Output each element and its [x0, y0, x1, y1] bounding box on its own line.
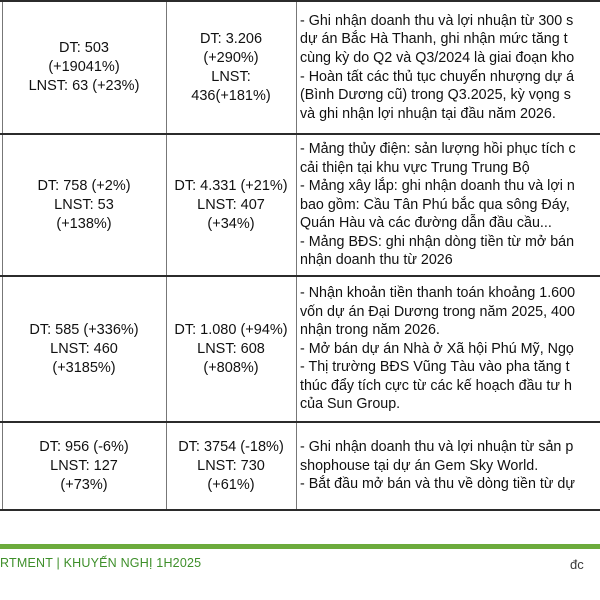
cell-line: 436(+181%)	[191, 87, 271, 104]
h1-result-cell	[2, 277, 166, 421]
commentary-line: - Hoàn tất các thủ tục chuyển nhượng dự á	[300, 68, 575, 85]
h1-result-cell	[2, 2, 166, 133]
commentary-line: nhận doanh thu từ 2026	[300, 252, 453, 269]
commentary-cell	[300, 2, 600, 133]
commentary-line: - Ghi nhận doanh thu và lợi nhuận từ sản p	[300, 439, 574, 456]
cell-line: (+138%)	[56, 215, 112, 232]
commentary-line: nhận trong năm 2026.	[300, 322, 440, 339]
cell-line: DT: 758 (+2%)	[37, 177, 131, 194]
commentary-line: - Mảng thủy điện: sản lượng hồi phục tích c	[300, 140, 576, 157]
cell-line: LNST: 53	[54, 196, 114, 213]
commentary-cell	[300, 423, 600, 509]
commentary-line: shophouse tại dự án Gem Sky World.	[300, 457, 539, 474]
commentary-line: - Bắt đầu mở bán và thu về dòng tiền từ dự	[300, 476, 575, 493]
footer-page-label: đc	[570, 557, 584, 572]
commentary-line: cải thiện tại khu vực Trung Trung Bộ	[300, 159, 530, 176]
cell-line: (+34%)	[207, 215, 255, 232]
cell-line: DT: 3754 (-18%)	[178, 438, 284, 455]
commentary-line: Quán Hàu và các đường dẫn đầu cầu...	[300, 215, 552, 232]
commentary-line: - Mảng BĐS: ghi nhận dòng tiền từ mở bán	[300, 233, 575, 250]
table-row	[0, 277, 600, 423]
column-divider	[296, 135, 297, 275]
cell-line: LNST: 407	[197, 196, 265, 213]
commentary-line: - Nhận khoản tiền thanh toán khoảng 1.600	[300, 284, 576, 301]
commentary-line: cùng kỳ do Q2 và Q3/2024 là giai đoạn kho	[300, 49, 575, 66]
table-row	[0, 2, 600, 135]
commentary-line: - Thị trường BĐS Vũng Tàu vào pha tăng t	[300, 359, 570, 376]
full-year-forecast-cell	[166, 135, 296, 275]
cell-line: LNST: 460	[50, 340, 118, 357]
commentary-line: của Sun Group.	[300, 396, 401, 413]
commentary-line: vốn dự án Đại Dương trong năm 2025, 400	[300, 303, 575, 320]
cell-line: (+3185%)	[52, 359, 116, 376]
cell-line: LNST: 63 (+23%)	[28, 78, 140, 94]
cell-line: (+290%)	[203, 49, 259, 66]
h1-result-cell	[2, 135, 166, 275]
column-divider	[296, 423, 297, 509]
column-divider	[296, 2, 297, 133]
footer-report-title: RTMENT | KHUYẾN NGHỊ 1H2025	[0, 556, 202, 570]
commentary-cell	[300, 135, 600, 275]
cell-line: DT: 4.331 (+21%)	[174, 177, 288, 194]
commentary-line: dự án Bắc Hà Thanh, ghi nhận mức tăng t	[300, 31, 568, 48]
commentary-line: - Ghi nhận doanh thu và lợi nhuận từ 300 s	[300, 12, 574, 29]
column-divider	[296, 277, 297, 421]
full-year-forecast-cell	[166, 277, 296, 421]
cell-line: LNST: 127	[50, 457, 118, 474]
footer-divider	[0, 544, 600, 549]
cell-line: (+73%)	[60, 476, 108, 493]
table-row	[0, 135, 600, 277]
commentary-line: thúc đẩy tích cực từ các kế hoạch đầu tư h	[300, 377, 572, 394]
full-year-forecast-cell	[166, 423, 296, 509]
cell-line: LNST: 730	[197, 457, 265, 474]
cell-line: LNST: 608	[197, 340, 265, 357]
h1-result-cell	[2, 423, 166, 509]
table-row	[0, 423, 600, 511]
commentary-line: và ghi nhận lợi nhuận tại đầu năm 2026.	[300, 105, 556, 122]
commentary-line: (Bình Dương cũ) trong Q3.2025, kỳ vọng s	[300, 87, 571, 104]
cell-line: DT: 585 (+336%)	[29, 321, 139, 338]
commentary-line: bao gồm: Cầu Tân Phú bắc qua sông Đáy,	[300, 196, 570, 213]
full-year-forecast-cell	[166, 2, 296, 133]
cell-line: DT: 956 (-6%)	[39, 438, 129, 455]
cell-line: LNST:	[211, 68, 251, 85]
commentary-line: - Mảng xây lắp: ghi nhận doanh thu và lợi n	[300, 178, 575, 195]
cell-line: DT: 3.206	[199, 30, 263, 47]
commentary-line: - Mở bán dự án Nhà ở Xã hội Phú Mỹ, Ngọ	[300, 340, 574, 357]
cell-line: DT: 503	[59, 40, 109, 56]
cell-line: (+61%)	[207, 476, 255, 493]
cell-line: DT: 1.080 (+94%)	[174, 321, 288, 338]
commentary-cell	[300, 277, 600, 421]
cell-line: (+808%)	[203, 359, 259, 376]
cell-line: (+19041%)	[48, 59, 120, 75]
